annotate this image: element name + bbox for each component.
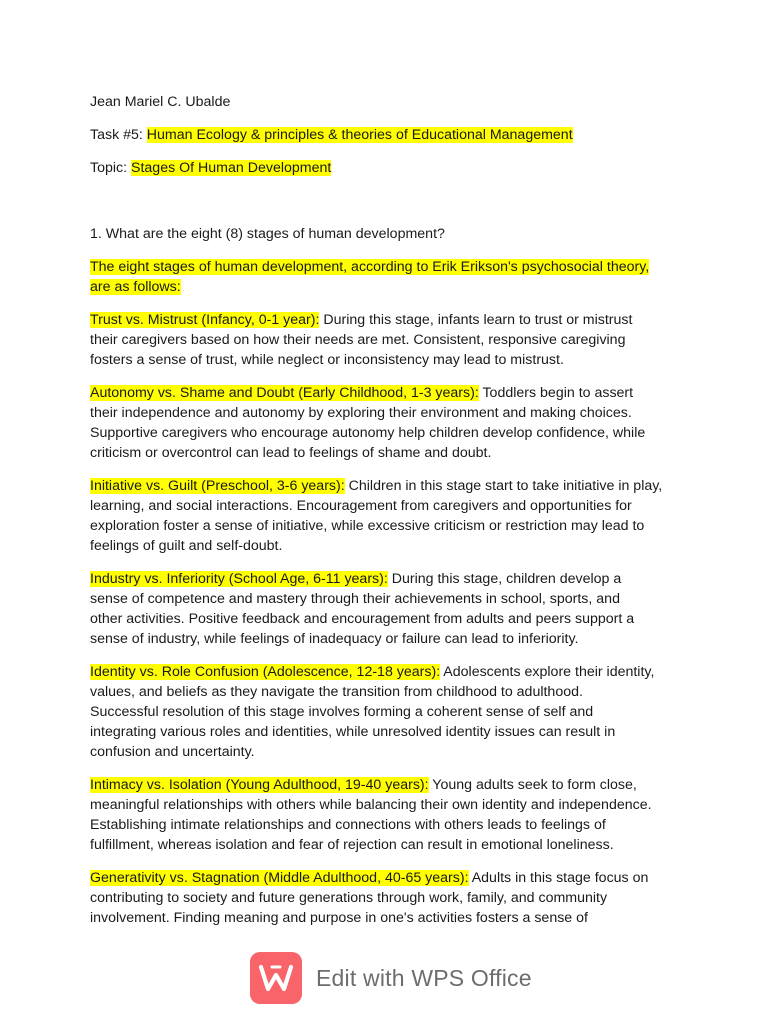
stage-paragraph bbox=[90, 310, 690, 370]
stage-title: Trust vs. Mistrust (Infancy, 0-1 year): bbox=[90, 312, 320, 328]
stage-line bbox=[90, 722, 690, 742]
stage-text: fulfillment, whereas isolation and fear of rejection can result in emotional loneliness. bbox=[90, 837, 614, 853]
topic-value: Stages Of Human Development bbox=[131, 160, 332, 176]
stage-line bbox=[90, 908, 690, 928]
intro-line-text: are as follows: bbox=[90, 279, 181, 295]
stage-text: involvement. Finding meaning and purpose in one's activities fosters a sense of bbox=[90, 910, 588, 926]
stage-line bbox=[90, 888, 690, 908]
topic-label: Topic: bbox=[90, 160, 132, 176]
question-heading bbox=[90, 224, 690, 244]
stage-line bbox=[90, 775, 690, 795]
topic-line bbox=[90, 158, 690, 178]
stage-line bbox=[90, 403, 690, 423]
stage-text: Children in this stage start to take initiative in play, bbox=[344, 478, 663, 494]
stage-text: Adolescents explore their identity, bbox=[440, 664, 655, 680]
stage-line bbox=[90, 330, 690, 350]
stage-text: meaningful relationships with others while balancing their own identity and independence. bbox=[90, 797, 652, 813]
stage-line bbox=[90, 383, 690, 403]
stage-text: feelings of guilt and self-doubt. bbox=[90, 538, 283, 554]
wps-office-logo-icon bbox=[250, 952, 302, 1004]
stage-text: Toddlers begin to assert bbox=[478, 385, 634, 401]
stage-text: integrating various roles and identities, while unresolved identity issues can result in bbox=[90, 724, 616, 740]
intro-line-text: The eight stages of human development, according to Erik Erikson's psychosocial theory, bbox=[90, 259, 650, 275]
stage-paragraph bbox=[90, 569, 690, 649]
stage-line bbox=[90, 868, 690, 888]
stage-text: sense of competence and mastery through their achievements in school, sports, and bbox=[90, 591, 620, 607]
author-name bbox=[90, 92, 690, 112]
stage-paragraph bbox=[90, 662, 690, 762]
stage-text: Successful resolution of this stage involves forming a coherent sense of self and bbox=[90, 704, 594, 720]
watermark-text: Edit with WPS Office bbox=[316, 964, 532, 991]
stage-line bbox=[90, 589, 690, 609]
stage-line bbox=[90, 662, 690, 682]
stage-text: fosters a sense of trust, while neglect or inconsistency may lead to mistrust. bbox=[90, 352, 564, 368]
stage-title: Identity vs. Role Confusion (Adolescence, 12-18 years): bbox=[90, 664, 441, 680]
stage-text: During this stage, children develop a bbox=[387, 571, 622, 587]
stage-text: Establishing intimate relationships and connections with others leads to feelings of bbox=[90, 817, 606, 833]
stage-paragraph bbox=[90, 476, 690, 556]
stage-text: other activities. Positive feedback and encouragement from adults and peers support a bbox=[90, 611, 635, 627]
stage-text: values, and beliefs as they navigate the transition from childhood to adulthood. bbox=[90, 684, 583, 700]
intro-line bbox=[90, 257, 690, 277]
wps-w-glyph bbox=[258, 963, 294, 993]
stage-paragraph bbox=[90, 383, 690, 463]
stage-line bbox=[90, 795, 690, 815]
stage-text: During this stage, infants learn to trust or mistrust bbox=[319, 312, 633, 328]
task-line bbox=[90, 125, 690, 145]
stage-line bbox=[90, 702, 690, 722]
stage-text: learning, and social interactions. Encouragement from caregivers and opportunities for bbox=[90, 498, 632, 514]
stage-title: Industry vs. Inferiority (School Age, 6-11 years): bbox=[90, 571, 388, 587]
stage-text: sense of industry, while feelings of inadequacy or failure can lead to inferiority. bbox=[90, 631, 579, 647]
stage-text: contributing to society and future generations through work, family, and community bbox=[90, 890, 608, 906]
stage-line bbox=[90, 629, 690, 649]
stage-paragraph bbox=[90, 868, 690, 928]
stage-text: Young adults seek to form close, bbox=[428, 777, 637, 793]
stage-text: their independence and autonomy by exploring their environment and making choices. bbox=[90, 405, 632, 421]
stage-line bbox=[90, 310, 690, 330]
stage-title: Autonomy vs. Shame and Doubt (Early Childhood, 1-3 years): bbox=[90, 385, 479, 401]
document-body bbox=[90, 92, 690, 941]
stage-paragraph bbox=[90, 775, 690, 855]
intro-line bbox=[90, 277, 690, 297]
stage-text: exploration foster a sense of initiative, while excessive criticism or restriction may lead to bbox=[90, 518, 645, 534]
stage-line bbox=[90, 350, 690, 370]
task-label: Task #5: bbox=[90, 127, 147, 143]
stage-line bbox=[90, 609, 690, 629]
question-text: 1. What are the eight (8) stages of human development? bbox=[90, 226, 445, 242]
stage-line bbox=[90, 476, 690, 496]
stage-line bbox=[90, 742, 690, 762]
stage-line bbox=[90, 682, 690, 702]
stage-title: Intimacy vs. Isolation (Young Adulthood, 19-40 years): bbox=[90, 777, 429, 793]
stage-line bbox=[90, 516, 690, 536]
stage-text: Supportive caregivers who encourage autonomy help children develop confidence, while bbox=[90, 425, 646, 441]
stage-line bbox=[90, 496, 690, 516]
stage-line bbox=[90, 443, 690, 463]
stage-text: criticism or overcontrol can lead to feelings of shame and doubt. bbox=[90, 445, 492, 461]
stage-text: their caregivers based on how their needs are met. Consistent, responsive caregiving bbox=[90, 332, 626, 348]
stage-text: confusion and uncertainty. bbox=[90, 744, 255, 760]
intro-paragraph bbox=[90, 257, 690, 297]
stage-line bbox=[90, 815, 690, 835]
wps-watermark[interactable] bbox=[250, 952, 532, 1004]
stage-title: Generativity vs. Stagnation (Middle Adulthood, 40-65 years): bbox=[90, 870, 469, 886]
stage-text: Adults in this stage focus on bbox=[468, 870, 649, 886]
author-name-text: Jean Mariel C. Ubalde bbox=[90, 94, 231, 110]
spacer bbox=[90, 191, 690, 224]
stage-line bbox=[90, 835, 690, 855]
stage-line bbox=[90, 423, 690, 443]
task-value: Human Ecology & principles & theories of Educational Management bbox=[146, 127, 573, 143]
stage-line bbox=[90, 536, 690, 556]
stage-title: Initiative vs. Guilt (Preschool, 3-6 years): bbox=[90, 478, 345, 494]
stage-line bbox=[90, 569, 690, 589]
